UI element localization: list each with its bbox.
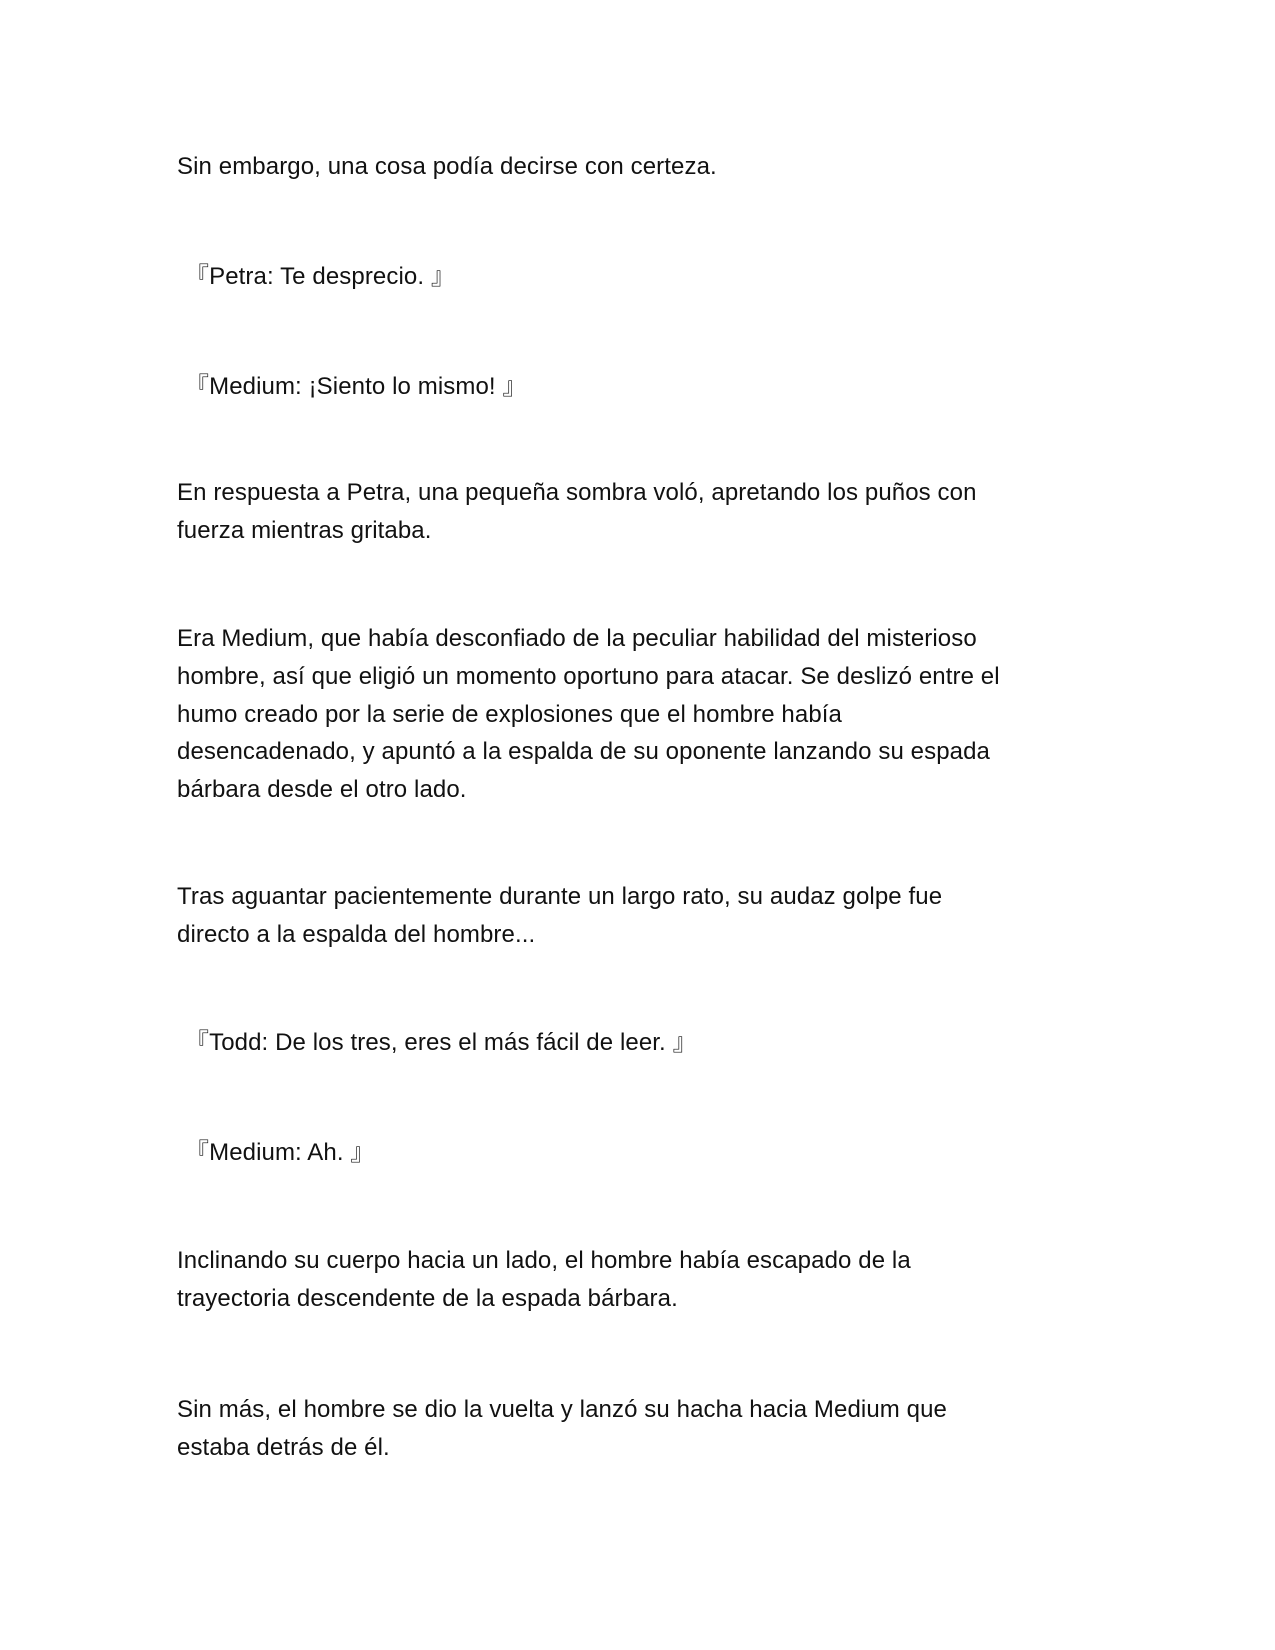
dialogue-line: 『Petra: Te desprecio. 』: [185, 263, 455, 290]
paragraph-line: humo creado por la serie de explosiones que el hombre había: [177, 701, 842, 728]
paragraph-line: estaba detrás de él.: [177, 1434, 390, 1461]
paragraph-line: Tras aguantar pacientemente durante un largo rato, su audaz golpe fue: [177, 883, 943, 910]
paragraph-line: Sin más, el hombre se dio la vuelta y lanzó su hacha hacia Medium que: [177, 1396, 947, 1423]
paragraph-line: hombre, así que eligió un momento oportuno para atacar. Se deslizó entre el: [177, 663, 1000, 690]
paragraph-line: Sin embargo, una cosa podía decirse con certeza.: [177, 153, 717, 180]
paragraph-line: fuerza mientras gritaba.: [177, 517, 432, 544]
paragraph-line: desencadenado, y apuntó a la espalda de su oponente lanzando su espada: [177, 738, 990, 765]
paragraph-line: directo a la espalda del hombre...: [177, 921, 536, 948]
dialogue-line: 『Medium: ¡Siento lo mismo! 』: [185, 373, 527, 400]
dialogue-line: 『Todd: De los tres, eres el más fácil de leer. 』: [185, 1029, 697, 1056]
paragraph-line: trayectoria descendente de la espada bárbara.: [177, 1285, 678, 1312]
paragraph-line: bárbara desde el otro lado.: [177, 776, 467, 803]
paragraph-line: Inclinando su cuerpo hacia un lado, el hombre había escapado de la: [177, 1247, 911, 1274]
dialogue-line: 『Medium: Ah. 』: [185, 1139, 375, 1166]
paragraph-line: En respuesta a Petra, una pequeña sombra voló, apretando los puños con: [177, 479, 977, 506]
paragraph-line: Era Medium, que había desconfiado de la peculiar habilidad del misterioso: [177, 625, 977, 652]
